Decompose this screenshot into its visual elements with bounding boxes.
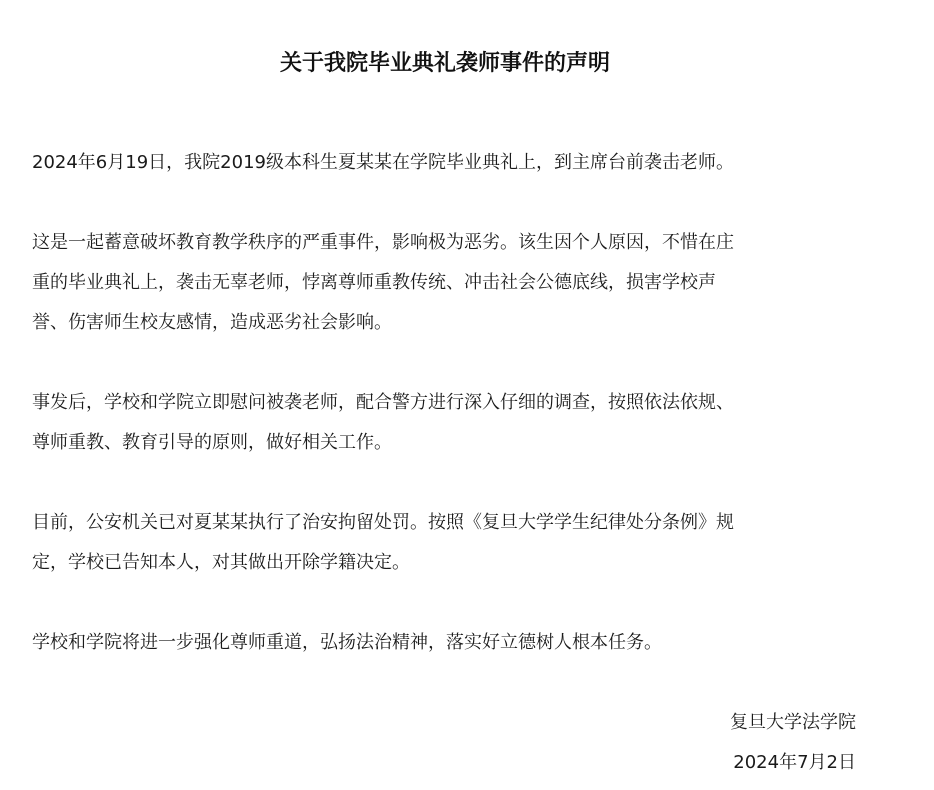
paragraph-punishment (32, 503, 862, 583)
paragraph-condemnation (32, 223, 862, 343)
paragraph-response (32, 383, 862, 463)
paragraph-line: 重的毕业典礼上，袭击无辜老师，悖离尊师重教传统、冲击社会公德底线，损害学校声 (32, 272, 716, 293)
paragraph-line: 目前，公安机关已对夏某某执行了治安拘留处罚。按照《复旦大学学生纪律处分条例》规 (32, 512, 734, 533)
signature-date: 2024年7月2日 (733, 752, 856, 773)
paragraph-line: 事发后，学校和学院立即慰问被袭老师，配合警方进行深入仔细的调查，按照依法依规、 (32, 392, 734, 413)
paragraph-line: 定，学校已告知本人，对其做出开除学籍决定。 (32, 552, 410, 573)
paragraph-commitment (32, 623, 862, 663)
paragraph-line: 誉、伤害师生校友感情，造成恶劣社会影响。 (32, 312, 392, 333)
paragraph-line: 学校和学院将进一步强化尊师重道，弘扬法治精神，落实好立德树人根本任务。 (32, 632, 662, 653)
page-title: 关于我院毕业典礼袭师事件的声明 (279, 50, 610, 76)
signature-organization: 复旦大学法学院 (730, 712, 856, 733)
paragraph-incident (32, 143, 862, 183)
paragraph-line: 尊师重教、教育引导的原则，做好相关工作。 (32, 432, 392, 453)
paragraph-line: 2024年6月19日，我院2019级本科生夏某某在学院毕业典礼上，到主席台前袭击老师。 (32, 152, 734, 173)
paragraph-line: 这是一起蓄意破坏教育教学秩序的严重事件，影响极为恶劣。该生因个人原因，不惜在庄 (32, 232, 734, 253)
